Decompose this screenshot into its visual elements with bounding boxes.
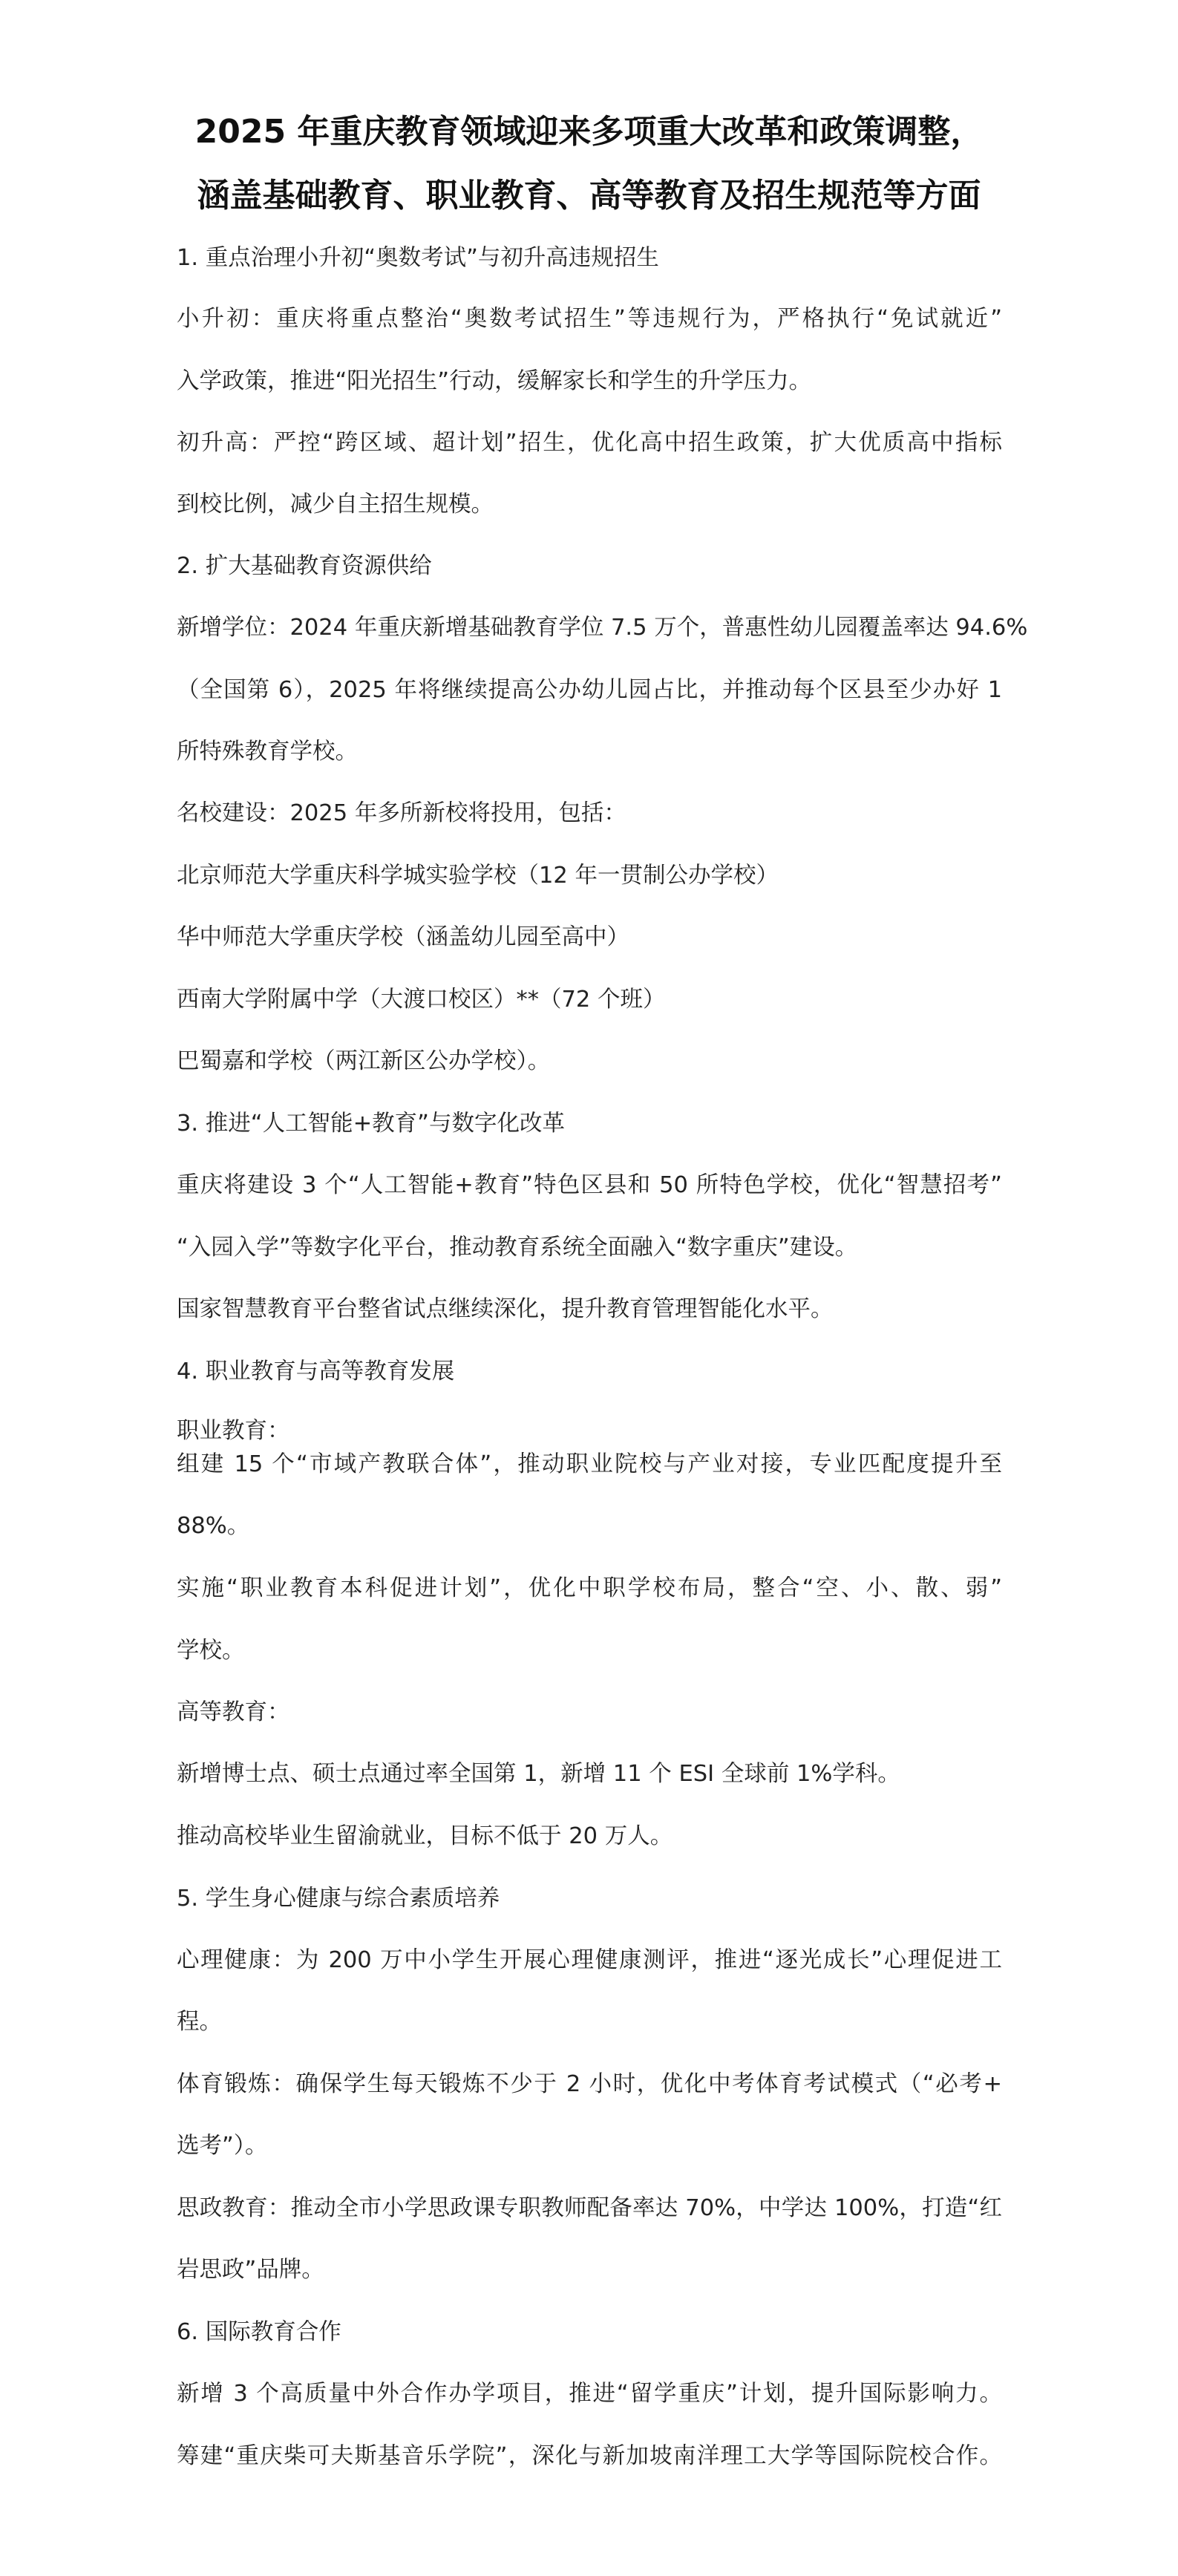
paragraph-line: 筹建“重庆柴可夫斯基音乐学院”，深化与新加坡南洋理工大学等国际院校合作。 [177, 2443, 1002, 2469]
paragraph-line: “入园入学”等数字化平台，推动教育系统全面融入“数字重庆”建设。 [177, 1235, 858, 1261]
paragraph-line: 到校比例，减少自主招生规模。 [177, 491, 494, 517]
section-heading-5: 5. 学生身心健康与综合素质培养 [177, 1886, 500, 1912]
list-item: 巴蜀嘉和学校（两江新区公办学校）。 [177, 1048, 551, 1074]
paragraph-line: 心理健康：为 200 万中小学生开展心理健康测评，推进“逐光成长”心理促进工 [177, 1947, 1002, 1973]
paragraph-line: 学校。 [177, 1638, 245, 1664]
paragraph-line: 新增 3 个高质量中外合作办学项目，推进“留学重庆”计划，提升国际影响力。 [177, 2381, 1002, 2407]
paragraph-line: 国家智慧教育平台整省试点继续深化，提升教育管理智能化水平。 [177, 1296, 834, 1322]
paragraph-line: （全国第 6），2025 年将继续提高公办幼儿园占比，并推动每个区县至少办好 1 [177, 677, 1002, 703]
paragraph-line: 88%。 [177, 1513, 250, 1539]
paragraph-line: 体育锻炼：确保学生每天锻炼不少于 2 小时，优化中考体育考试模式（“必考+ [177, 2071, 1002, 2097]
section-heading-4: 4. 职业教育与高等教育发展 [177, 1359, 455, 1385]
section-heading-6: 6. 国际教育合作 [177, 2319, 341, 2345]
paragraph-line: 入学政策，推进“阳光招生”行动，缓解家长和学生的升学压力。 [177, 368, 812, 394]
paragraph-line: 名校建设：2025 年多所新校将投用，包括： [177, 800, 626, 826]
paragraph-line: 思政教育：推动全市小学思政课专职教师配备率达 70%，中学达 100%，打造“红 [177, 2195, 1002, 2221]
paragraph-line: 所特殊教育学校。 [177, 739, 358, 765]
paragraph-line: 选考”）。 [177, 2133, 268, 2159]
section-heading-3: 3. 推进“人工智能+教育”与数字化改革 [177, 1111, 565, 1137]
section-heading-2: 2. 扩大基础教育资源供给 [177, 553, 432, 579]
paragraph-line: 岩思政”品牌。 [177, 2257, 324, 2283]
paragraph-line: 小升初：重庆将重点整治“奥数考试招生”等违规行为，严格执行“免试就近” [177, 306, 1002, 332]
paragraph-line: 组建 15 个“市域产教联合体”，推动职业院校与产业对接，专业匹配度提升至 [177, 1451, 1002, 1477]
document-title-line-1: 2025 年重庆教育领域迎来多项重大改革和政策调整， [194, 113, 984, 151]
list-item: 北京师范大学重庆科学城实验学校（12 年一贯制公办学校） [177, 863, 779, 889]
paragraph-line: 推动高校毕业生留渝就业，目标不低于 20 万人。 [177, 1823, 673, 1849]
list-item: 华中师范大学重庆学校（涵盖幼儿园至高中） [177, 924, 629, 950]
paragraph-line: 新增博士点、硕士点通过率全国第 1，新增 11 个 ESI 全球前 1%学科。 [177, 1761, 900, 1787]
paragraph-line: 新增学位：2024 年重庆新增基础教育学位 7.5 万个，普惠性幼儿园覆盖率达 94.6% [177, 615, 1028, 641]
list-item: 西南大学附属中学（大渡口校区）**（72 个班） [177, 987, 666, 1013]
document-title-line-2: 涵盖基础教育、职业教育、高等教育及招生规范等方面 [197, 177, 981, 215]
paragraph-line: 高等教育： [177, 1699, 290, 1725]
paragraph-line: 重庆将建设 3 个“人工智能+教育”特色区县和 50 所特色学校，优化“智慧招考” [177, 1172, 1002, 1198]
paragraph-line: 初升高：严控“跨区域、超计划”招生，优化高中招生政策，扩大优质高中指标 [177, 430, 1002, 456]
paragraph-line: 实施“职业教育本科促进计划”，优化中职学校布局，整合“空、小、散、弱” [177, 1575, 1002, 1601]
section-heading-1: 1. 重点治理小升初“奥数考试”与初升高违规招生 [177, 245, 659, 271]
paragraph-line: 程。 [177, 2009, 222, 2035]
paragraph-line: 职业教育： [177, 1418, 290, 1444]
